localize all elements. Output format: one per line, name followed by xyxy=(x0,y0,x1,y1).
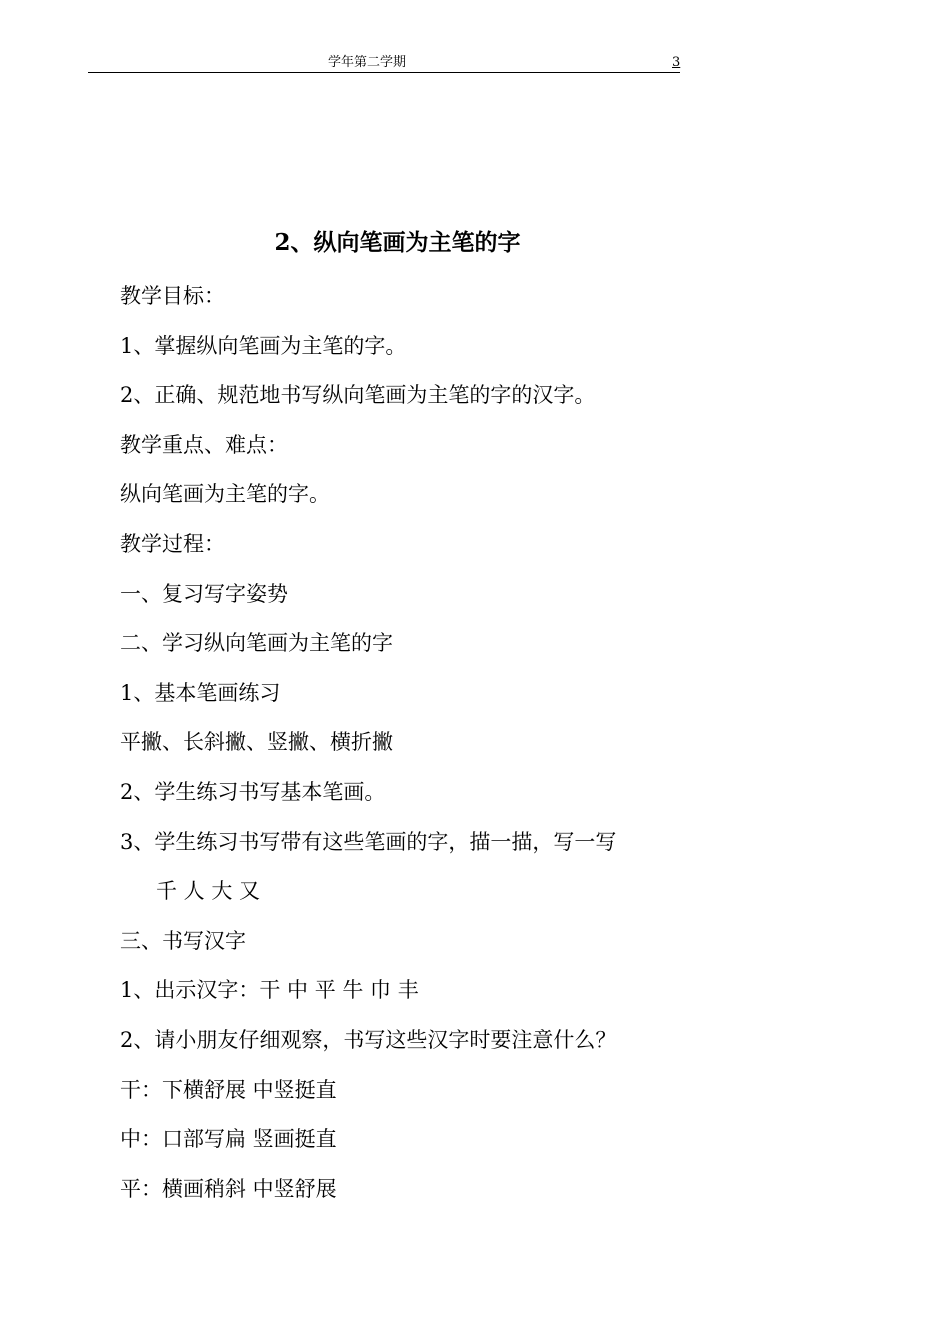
process-substep: 2、请小朋友仔细观察，书写这些汉字时要注意什么？ xyxy=(120,1027,617,1052)
section-heading-process: 教学过程： xyxy=(120,531,225,556)
process-substep: 3、学生练习书写带有这些笔画的字，描一描，写一写 xyxy=(120,829,617,854)
objective-item: 2、正确、规范地书写纵向笔画为主笔的字的汉字。 xyxy=(120,383,596,408)
process-substep: 1、出示汉字：干 中 平 牛 巾 丰 xyxy=(120,978,419,1003)
section-heading-key-points: 教学重点、难点： xyxy=(120,432,288,457)
practice-characters: 千 人 大 又 xyxy=(156,879,261,904)
character-tip: 中：口部写扁 竖画挺直 xyxy=(120,1127,337,1152)
process-step: 二、学习纵向笔画为主笔的字 xyxy=(120,631,393,656)
key-point-text: 纵向笔画为主笔的字。 xyxy=(120,482,330,507)
lesson-body xyxy=(120,279,860,1221)
process-substep: 2、学生练习书写基本笔画。 xyxy=(120,779,386,804)
process-substep: 1、基本笔画练习 xyxy=(120,680,281,705)
header-title: 学年第二学期 xyxy=(328,55,407,70)
character-tip: 平：横画稍斜 中竖舒展 xyxy=(120,1176,337,1201)
page-number: 3 xyxy=(672,55,681,70)
character-tip: 干：下横舒展 中竖挺直 xyxy=(120,1077,337,1102)
process-step: 一、复习写字姿势 xyxy=(120,581,288,606)
page-header xyxy=(88,52,680,74)
process-step: 三、书写汉字 xyxy=(120,928,246,953)
stroke-list: 平撇、长斜撇、竖撇、横折撇 xyxy=(120,730,393,755)
header-rule xyxy=(88,72,680,73)
objective-item: 1、掌握纵向笔画为主笔的字。 xyxy=(120,333,407,358)
section-heading-objectives: 教学目标： xyxy=(120,284,225,308)
lesson-title: 2、纵向笔画为主笔的字 xyxy=(274,229,521,256)
